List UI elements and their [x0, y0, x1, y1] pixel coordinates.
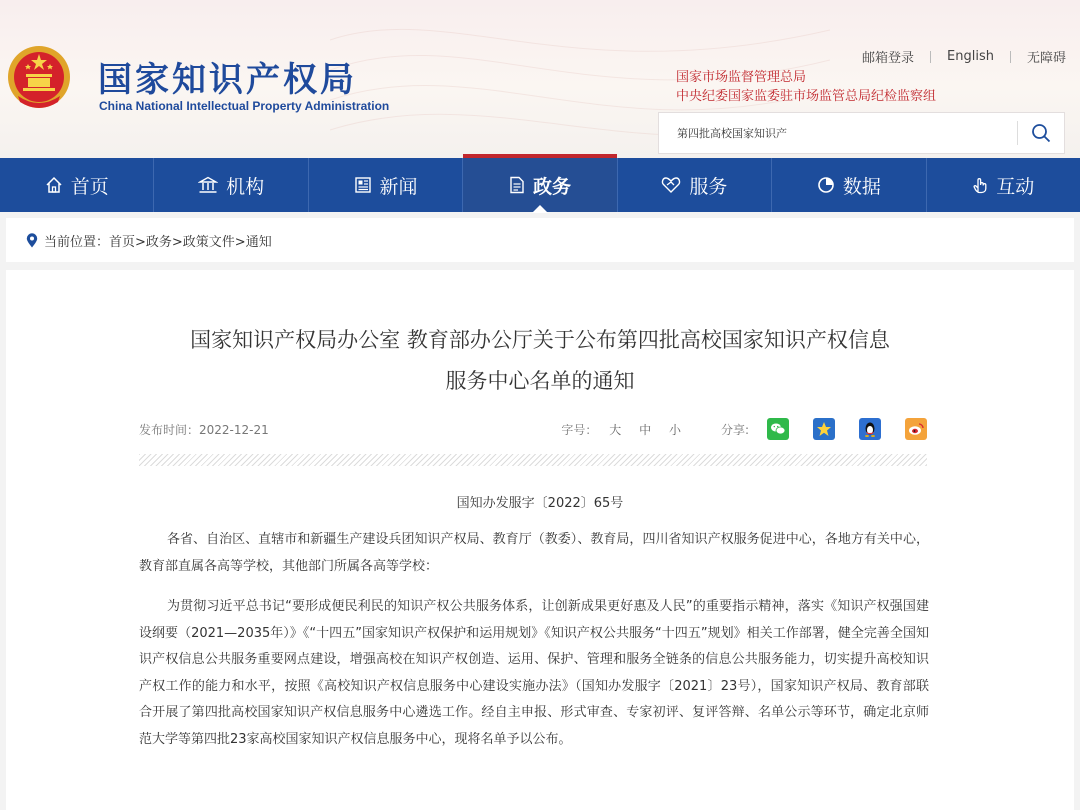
accessibility-link[interactable]: 无障碍: [1026, 51, 1066, 66]
article-container: [6, 270, 1074, 810]
article-title-line: 服务中心名单的通知: [445, 369, 635, 393]
nav-item-news[interactable]: [309, 158, 463, 212]
newspaper-icon: [354, 176, 372, 194]
font-size-small[interactable]: 小: [668, 422, 681, 437]
nav-label: 新闻: [379, 175, 418, 198]
nav-item-data[interactable]: [772, 158, 926, 212]
site-header: [0, 0, 1080, 158]
site-name-cn[interactable]: 国家知识产权局: [98, 60, 357, 100]
nav-label: 政务: [532, 175, 571, 198]
site-name-en[interactable]: China National Intellectual Property Administration: [99, 99, 390, 113]
article-paragraph: 为贯彻习近平总书记“要形成便民利民的知识产权公共服务体系，让创新成果更好惠及人民”的重要指示精神，落实《知识产权强国建设纲要（2021—2035年）》《“十四五”国家知识产权保护和运用规划》《知识产权公共服务“十四五”规划》相关工作部署，健全完善全国知识产权信息公共服务重要网点建设，增强高校在知识产权创造、运用、保护、管理和服务全链条的信息公共服务能力，切实提升高校知识产权工作的能力和水平，按照《高校知识产权信息服务中心建设实施办法》（国知办发服字〔2021〕23号），国家知识产权局、教育部联合开展了第四批高校国家知识产权信息服务中心遴选工作。经自主申报、形式审查、专家初评、复评答辩、名单公示等环节，确定北京师范大学等第四批23家高校国家知识产权信息服务中心，现将名单予以公布。: [139, 599, 929, 747]
search-box: [658, 112, 1065, 154]
article-title-line: 国家知识产权局办公室 教育部办公厅关于公布第四批高校国家知识产权信息: [190, 328, 890, 352]
home-icon: [45, 176, 63, 194]
nav-item-interaction[interactable]: [927, 158, 1080, 212]
nav-item-institution[interactable]: [154, 158, 308, 212]
article-meta: [139, 417, 927, 441]
institution-icon: [198, 176, 218, 194]
nav-label: 互动: [996, 175, 1035, 198]
document-icon: [509, 176, 525, 194]
location-pin-icon: [26, 233, 38, 248]
search-icon: [1031, 123, 1051, 143]
nav-item-home[interactable]: [0, 158, 154, 212]
divider: [139, 454, 927, 466]
search-button[interactable]: [1018, 113, 1064, 153]
divider: [930, 51, 931, 63]
hand-pointer-icon: [972, 176, 988, 194]
breadcrumb: [6, 218, 1074, 262]
nav-item-service[interactable]: [618, 158, 772, 212]
nav-item-government-affairs[interactable]: [463, 158, 617, 212]
nav-label: 服务: [689, 175, 728, 198]
gov-links: [676, 68, 936, 106]
weibo-icon[interactable]: [905, 418, 927, 440]
english-link[interactable]: English: [947, 49, 994, 64]
mail-login-link[interactable]: 邮箱登录: [862, 51, 915, 66]
nav-label: 机构: [226, 175, 265, 198]
national-emblem-icon[interactable]: [6, 44, 72, 114]
article-paragraph: 各省、自治区、直辖市和新疆生产建设兵团知识产权局、教育厅（教委）、教育局，四川省知识产权服务促进中心，各地方有关中心，教育部直属各高等学校，其他部门所属各高等学校：: [139, 532, 929, 574]
document-number: 国知办发服字〔2022〕65号: [456, 496, 624, 511]
font-size-medium[interactable]: 中: [639, 422, 652, 437]
top-links: [862, 47, 1066, 66]
font-size-large[interactable]: 大: [609, 422, 622, 437]
font-size-control: [561, 421, 687, 438]
share-label: 分享:: [720, 422, 749, 437]
publish-date: 发布时间：2022-12-21: [139, 422, 269, 437]
discipline-inspection-link[interactable]: 中央纪委国家监委驻市场监管总局纪检监察组: [676, 89, 937, 104]
qq-penguin-icon[interactable]: [859, 418, 881, 440]
service-icon: [661, 176, 681, 194]
samr-link[interactable]: 国家市场监督管理总局: [676, 70, 807, 85]
pie-chart-icon: [817, 176, 835, 194]
qzone-star-icon[interactable]: [813, 418, 835, 440]
breadcrumb-prefix: 当前位置：: [44, 234, 110, 250]
nav-label: 数据: [842, 175, 881, 198]
divider: [1010, 51, 1011, 63]
main-nav: [0, 158, 1080, 212]
breadcrumb-path[interactable]: 首页>政务>政策文件>通知: [109, 234, 272, 250]
share-bar: [721, 418, 927, 440]
nav-label: 首页: [70, 175, 109, 198]
article-title: [6, 320, 1074, 402]
wechat-icon[interactable]: [767, 418, 789, 440]
search-input[interactable]: [659, 112, 1017, 154]
font-size-label: 字号：: [561, 422, 598, 437]
